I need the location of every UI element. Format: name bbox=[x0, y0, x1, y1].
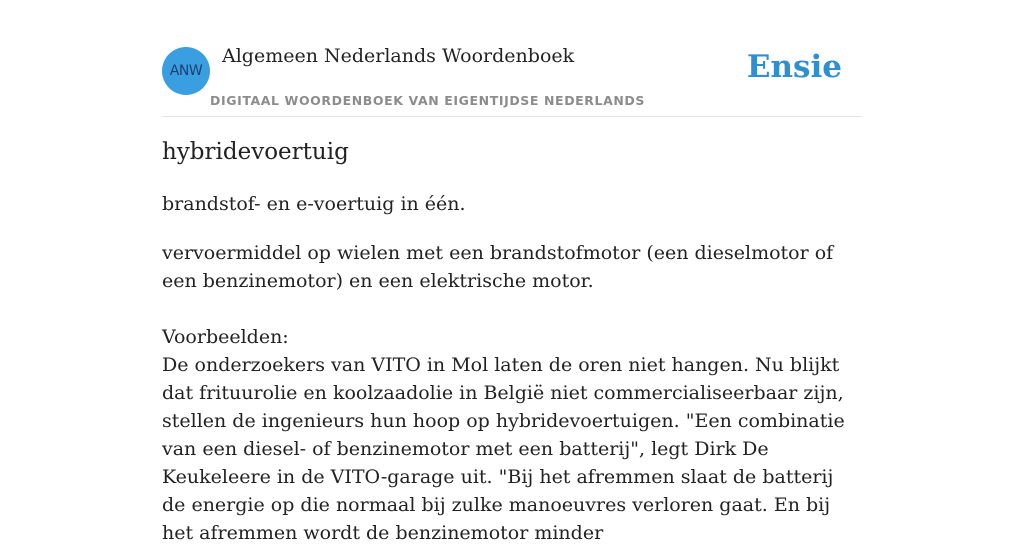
site-subtitle: DIGITAAL WOORDENBOEK VAN EIGENTIJDSE NEDERLANDS bbox=[210, 93, 646, 108]
entry-definition: vervoermiddel op wielen met een brandstofmotor (een dieselmotor of een benzinemotor) en een elektrische motor. bbox=[162, 242, 834, 292]
entry-headword: hybridevoertuig bbox=[162, 139, 349, 165]
site-header bbox=[162, 0, 862, 117]
example-text: De onderzoekers van VITO in Mol laten de oren niet hangen. Nu blijkt dat frituurolie en koolzaadolie in België niet commercialiseerbaar zijn, stellen de ingenieurs hun hoop op hybridevoertuigen. "Een combinatie van een diesel- of benzinemotor met een batterij", legt Dirk De Keukeleere in de VITO-garage uit. "Bij het afremmen slaat de batterij de energie op die normaal bij zulke manoeuvres verloren gaat. En bij het afremmen wordt de benzinemotor minder bbox=[162, 354, 845, 544]
entry-short-definition: brandstof- en e-voertuig in één. bbox=[162, 193, 466, 215]
examples-label: Voorbeelden: bbox=[162, 326, 289, 348]
anw-logo[interactable]: ANW bbox=[162, 47, 210, 95]
ensie-brand-logo[interactable]: Ensie bbox=[746, 49, 842, 85]
main-container bbox=[162, 0, 862, 544]
site-title[interactable]: Algemeen Nederlands Woordenboek bbox=[222, 45, 575, 67]
